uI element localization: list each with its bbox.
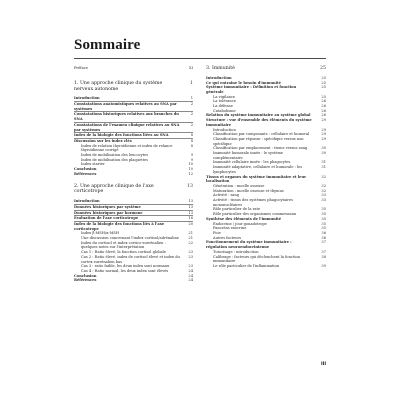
toc-entry-page: 36 [321,235,326,240]
toc-entry-page: 13 [188,199,193,204]
toc-entry-page: 22 [188,240,193,245]
toc-entry-title: Immunité adaptative, cellulaire et humorale : les lymphocytes [213,165,303,174]
toc-entry-title: Synthèse des éléments de l'immunité [206,216,282,221]
toc-entry [74,102,193,112]
toc-entry-page: 29 [321,118,326,123]
toc-entry-title: Index starter [81,162,105,167]
toc-entry-title: Système immunitaire : Définition et fonction générale [206,85,297,94]
toc-entry-title: Classification par réponse : spécifique versus non spécifique [213,136,304,146]
toc-entry [74,241,193,250]
toc-entry-title: Index de relation thyroïdienne et index de relance thyroïdienne corrigé [81,143,173,153]
toc-entry-page: 29 [321,132,326,137]
toc-entry [206,151,326,160]
toc-entry-page: 1 [190,96,193,101]
toc-entry-title: Rôle particulier des organismes commensaux [213,212,296,217]
toc-entry-title: Calibrage : facteurs qui déclenchent la fonction immunitaire [213,254,300,264]
toc-entry [206,165,326,174]
toc-entry-title: Immunité cellulaire innée : les phagocytes [213,160,291,165]
page-folio: III [320,362,326,367]
toc-entry-page: 33 [321,198,326,203]
toc-entry-page: 29 [321,136,326,141]
toc-entry-page: 31 [321,160,326,165]
toc-entry-page: 20 [188,221,193,226]
toc-entry-page: 35 [321,226,326,231]
toc-entry [74,123,193,133]
toc-entry-title: Constatations historiques relatives aux branches du SNA [74,112,179,122]
toc-entry-page: 8 [190,138,193,143]
toc-entry [74,255,193,264]
toc-entry-page: 21 [188,236,193,241]
toc-entry-title: Références [74,278,97,283]
toc-entry-page: 9 [190,157,193,162]
toc-entry-title: Introduction [213,127,236,132]
toc-entry-page: 24 [188,268,193,273]
toc-entry-title: Cas 3 : ratio faible, les deux index sont normaux [81,264,170,269]
toc-entry-page: 2 [190,102,193,106]
toc-entry-page: 31 [321,165,326,170]
toc-entry-page: 9 [190,153,193,158]
toc-entry [206,85,326,94]
toc-entry-title: Une discussion concernant l'index cortisol/adrénaline [81,236,179,241]
toc-entry-title: Activité : tissus des systèmes phagocytaires mononucléaires [213,198,293,207]
toc-entry-title: Ce qui entraîne le besoin d'immunité [206,80,281,85]
toc-entry-page: 21 [188,231,193,236]
toc-chapter-entry [206,66,326,72]
toc-entry-page: 26 [321,108,326,113]
toc-entry-page: 10 [188,162,193,167]
toc-entry-page: 35 [321,207,326,212]
toc-entry-page: 13 [188,210,193,215]
toc-entry-title: La vigilance [213,94,236,99]
toc-entry-title: Index β-MSH/α-MSH [81,231,120,236]
toc-entry-page: 37 [321,240,326,245]
toc-entry-page: 23 [188,264,193,269]
toc-entry-title: Autres facteurs [213,235,242,240]
toc-entry-page: 8 [190,133,193,138]
toc-entry-page: 25 [321,80,326,85]
toc-entry-title: Introduction [74,199,100,204]
toc-entry [206,255,326,264]
toc-entry [74,66,193,71]
toc-entry-title: Évaluation de l'axe corticotrope [74,216,139,221]
toc-entry-title: La tolérance [213,99,236,104]
toc-entry-title: Structure : vue d'ensemble des éléments du système immunitaire [206,118,312,127]
toc-entry-page: 26 [321,99,326,104]
toc-entry-page: 24 [188,273,193,278]
toc-entry-title: Immunité humorale innée : le système complémentaire [213,151,283,160]
toc-entry-title: Données historiques par hormone [74,210,143,215]
toc-entry-page: 35 [321,212,326,217]
toc-entry-title: Fonctionnement du système immunitaire : régulation neuroendocrinienne [206,240,292,250]
toc-entry-title: Catabolisme [213,108,236,113]
toc-entry-page: 24 [188,278,193,283]
toc-right-column [206,66,326,269]
toc-entry-title: Index de la biologie des fonctions liées au SNA [74,133,169,138]
toc-entry-title: Classification par emplacement : tissus versus sang [213,146,308,151]
toc-entry-title: 1. Une approche clinique du système nerveux autonome [74,80,163,92]
toc-entry-page: 1 [190,80,193,86]
toc-entry-title: Cas 1 : Ratio élevé, la fonction cortisol globale [81,250,166,255]
toc-entry-title: Le rôle particulier de l'inflammation [213,263,280,268]
toc-entry-page: 25 [321,85,326,90]
toc-entry-page: 25 [321,94,326,99]
toc-entry-title: Pancréas exocrine [213,226,247,231]
toc-entry-page: 39 [321,263,326,268]
toc-entry-title: 3. Immunité [206,66,235,71]
toc-entry-page: 30 [321,151,326,156]
toc-entry [206,137,326,146]
toc-entry-title: Cas 4 : Ratio normal, les deux index sont élevés [81,268,169,273]
toc-entry-page: 12 [188,171,193,176]
toc-entry-title: Index du cortisol et index cortico-surrénalien : quelques notes sur l'interprétation [81,240,166,250]
toc-entry-title: La défense [213,104,233,109]
page-title: Sommaire [74,37,141,53]
toc-entry [206,264,326,269]
toc-entry [206,198,326,207]
toc-entry-page: 32 [321,174,326,179]
toc-entry-page: 32 [321,183,326,188]
toc-entry-page: 16 [188,216,193,221]
toc-entry-title: Génération : moelle osseuse [213,183,265,188]
toc-entry-title: Maturation : moelle osseuse et thymus [213,188,284,193]
toc-entry-title: Constatations anatomistiques relatives au SNA par systèmes [74,102,177,111]
toc-entry-page: 25 [321,75,326,80]
toc-entry-page: 32 [321,188,326,193]
toc-entry-title: Conclusion [74,273,97,278]
toc-entry-title: Tissus et organes du système immunitaire et leur localisation [206,174,306,184]
toc-entry-page: 35 [321,221,326,226]
toc-entry-page: 36 [321,231,326,235]
toc-chapter-entry [74,81,193,93]
toc-entry-page: 23 [188,254,193,259]
toc-entry-title: Index de la biologie des fonctions liés à l'axe corticotrope [74,221,165,231]
toc-entry-page: 8 [190,143,193,148]
toc-entry-page: 13 [188,204,193,209]
toc-entry-page: 26 [321,104,326,109]
toc-entry-page: 10 [188,167,193,172]
toc-entry-title: Constatations de l'examen clinique relatives au SNA par systèmes [74,122,180,132]
toc-entry-title: Conclusion [74,167,97,172]
toc-entry-title: Cas 2 : Ratio élevé, index de cortisol élevé et index du cortex surrénalien bas [81,254,180,264]
toc-entry [206,118,326,127]
toc-entry-title: Discussion sur les index clés [74,138,132,143]
toc-entry-page: 38 [321,254,326,259]
toc-entry-page: 33 [321,193,326,198]
toc-entry-title: 2. Une approche clinique de l'axe corticotrope [74,183,154,195]
toc-entry-title: Relation du système immunitaire au système global [206,113,311,118]
toc-entry-title: Endocrine / jour gonadotrope [213,221,267,226]
toc-entry [74,222,193,231]
toc-entry-page: 25 [320,66,326,71]
toc-entry-title: Activité : sang [213,193,240,198]
toc-entry-page: 30 [321,146,326,151]
toc-entry-page: 2 [190,112,193,117]
toc-entry-title: Foie [213,231,221,235]
toc-entry-title: Introduction [74,96,100,101]
toc-entry-title: Classification par composants : cellulaire et humoral [213,132,310,137]
toc-entry [74,172,193,177]
toc-entry-title: Tutorisage : introduction [213,249,259,254]
toc-entry-page: 29 [321,127,326,132]
toc-left-column [74,66,193,283]
toc-entry-title: Index de mobilisation des plaquettes [81,157,149,162]
toc-entry-page: 13 [187,183,193,189]
toc-entry-title: Index de mobilisation des leucocytes [81,153,149,158]
toc-entry-page: 26 [321,113,326,118]
toc-entry-title: Introduction [206,75,232,80]
toc-entry-title: Préface [74,66,88,70]
toc-entry [206,240,326,249]
toc-entry [74,144,193,153]
toc-entry-title: Rôle particulier de la rate [213,207,261,212]
toc-entry [74,278,193,283]
toc-entry-page: 37 [321,249,326,254]
toc-entry [206,175,326,184]
title-rule [74,58,326,59]
toc-entry-page: 23 [188,250,193,255]
toc-entry-page: XI [189,66,193,70]
toc-entry-page: 35 [321,216,326,221]
toc-entry-title: Données historiques par système [74,204,141,209]
toc-chapter-entry [74,184,193,196]
toc-entry-title: Références [74,171,97,176]
toc-entry [74,112,193,122]
toc-entry-page: 2 [190,122,193,127]
